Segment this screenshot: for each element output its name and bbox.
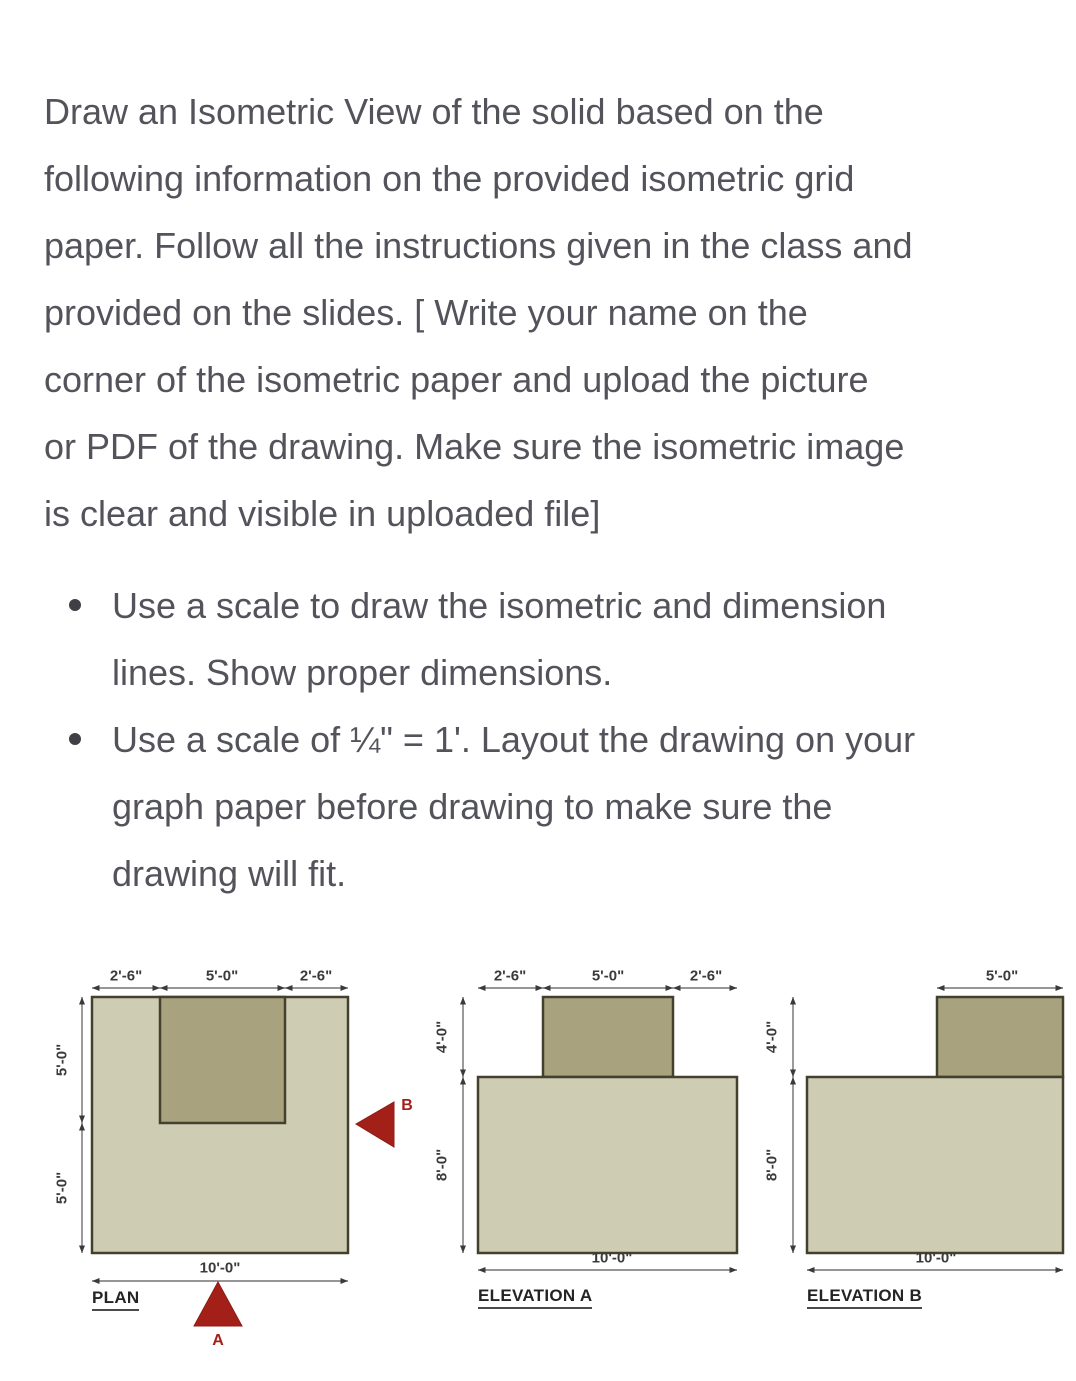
dim-label: 5'-0" bbox=[591, 967, 625, 985]
dim-label: 4'-0" bbox=[763, 1020, 781, 1054]
dim-label: 10'-0" bbox=[915, 1249, 957, 1267]
elevation-a-upper-rect bbox=[543, 997, 673, 1077]
list-item-line: drawing will fit. bbox=[112, 853, 347, 894]
paragraph-line: following information on the provided isometric grid bbox=[44, 158, 855, 199]
dim-label: 2'-6" bbox=[689, 967, 723, 985]
paragraph-line: paper. Follow all the instructions given in the class and bbox=[44, 225, 913, 266]
dim-label: 2'-6" bbox=[299, 967, 333, 985]
dim-label: 5'-0" bbox=[985, 967, 1019, 985]
paragraph-line: provided on the slides. [ Write your name on the bbox=[44, 292, 808, 333]
list-item-line: graph paper before drawing to make sure the bbox=[112, 786, 833, 827]
elevation-b-label: ELEVATION B bbox=[807, 1286, 922, 1309]
list-item-line: lines. Show proper dimensions. bbox=[112, 652, 613, 693]
dim-label: 2'-6" bbox=[493, 967, 527, 985]
dim-label: 4'-0" bbox=[433, 1020, 451, 1054]
dim-label: 8'-0" bbox=[433, 1148, 451, 1182]
paragraph-line: or PDF of the drawing. Make sure the isometric image bbox=[44, 426, 905, 467]
list-item-line: Use a scale of ¼" = 1'. Layout the drawing on your bbox=[112, 719, 916, 760]
section-arrow-a-icon bbox=[194, 1282, 242, 1326]
dim-label: 5'-0" bbox=[53, 1043, 71, 1077]
dim-label: 5'-0" bbox=[205, 967, 239, 985]
view-marker-b-label: B bbox=[401, 1097, 413, 1114]
paragraph-line: Draw an Isometric View of the solid based on the bbox=[44, 91, 824, 132]
view-marker-a-label: A bbox=[212, 1332, 224, 1349]
dim-label: 10'-0" bbox=[591, 1249, 633, 1267]
plan-label: PLAN bbox=[92, 1288, 139, 1311]
paragraph-line: is clear and visible in uploaded file] bbox=[44, 493, 601, 534]
paragraph-line: corner of the isometric paper and upload the picture bbox=[44, 359, 869, 400]
elevation-a-label: ELEVATION A bbox=[478, 1286, 592, 1309]
elevation-b-upper-rect bbox=[937, 997, 1063, 1077]
plan-inner-square bbox=[160, 997, 285, 1123]
dim-label: 10'-0" bbox=[199, 1259, 241, 1277]
section-arrow-b-icon bbox=[356, 1102, 394, 1147]
elevation-a-lower-rect bbox=[478, 1077, 737, 1253]
dim-label: 2'-6" bbox=[109, 967, 143, 985]
list-item-line: Use a scale to draw the isometric and dimension bbox=[112, 585, 887, 626]
dim-label: 8'-0" bbox=[763, 1148, 781, 1182]
elevation-b-lower-rect bbox=[807, 1077, 1063, 1253]
dim-label: 5'-0" bbox=[53, 1171, 71, 1205]
